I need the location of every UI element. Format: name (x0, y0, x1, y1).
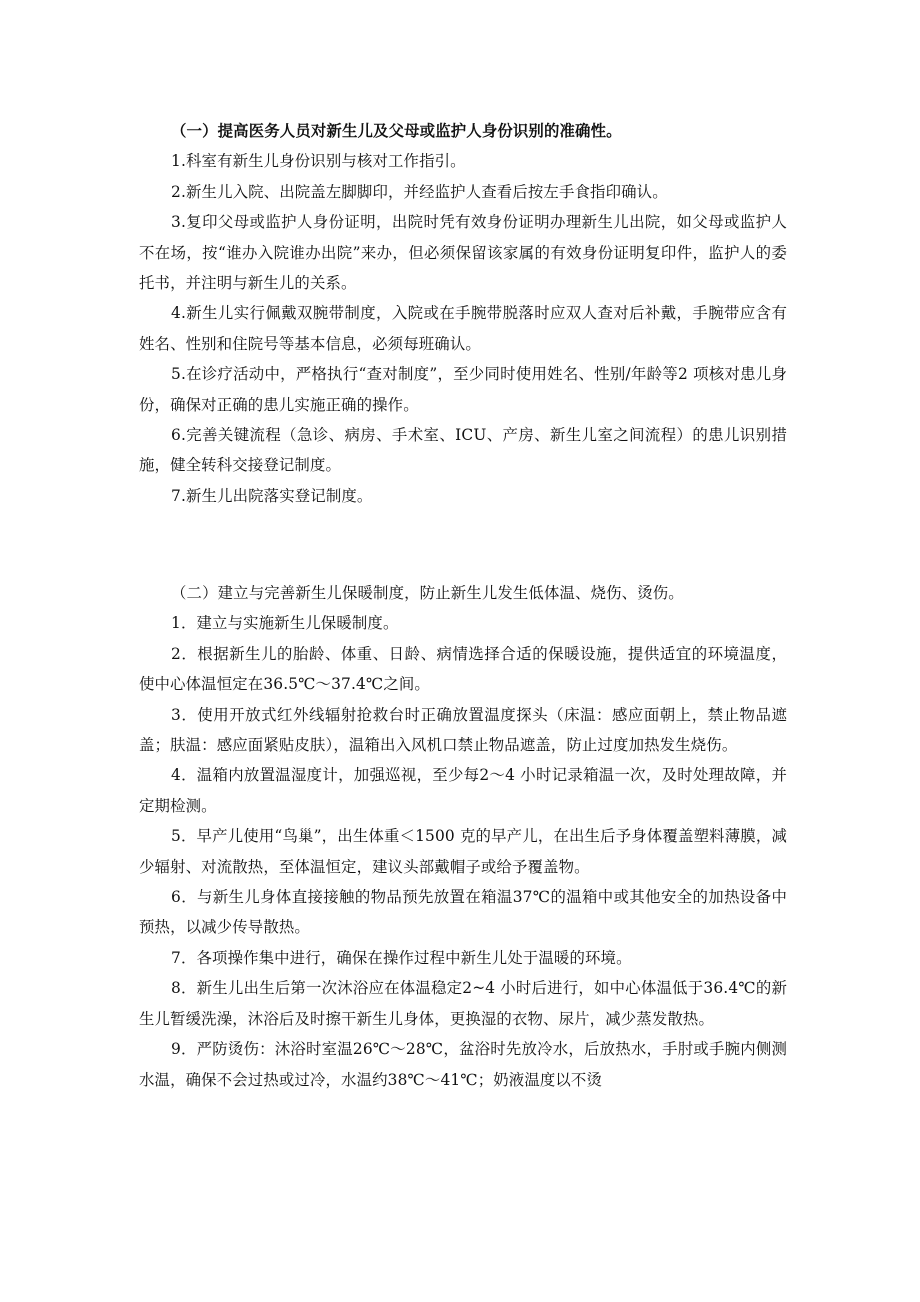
list-item: 7．各项操作集中进行，确保在操作过程中新生儿处于温暖的环境。 (171, 948, 632, 967)
list-item: 4.新生儿实行佩戴双腕带制度，入院或在手腕带脱落时应双人查对后补戴，手腕带应含有姓名、性别和住院号等基本信息，必须每班确认。 (139, 304, 787, 353)
list-item: 8．新生儿出生后第一次沐浴应在体温稳定2~4 小时后进行，如中心体温低于36.4℃的新生儿暂缓洗澡，沐浴后及时擦干新生儿身体，更换湿的衣物、尿片，减少蒸发散热。 (139, 979, 787, 1028)
list-item: 3.复印父母或监护人身份证明，出院时凭有效身份证明办理新生儿出院，如父母或监护人不在场，按“谁办入院谁办出院”来办，但必须保留该家属的有效身份证明复印件，监护人的委托书，并注明与新生儿的关系。 (139, 213, 787, 293)
list-item: 6．与新生儿身体直接接触的物品预先放置在箱温37℃的温箱中或其他安全的加热设备中预热，以减少传导散热。 (139, 888, 787, 937)
list-item: 5．早产儿使用“鸟巢”，出生体重＜1500 克的早产儿，在出生后予身体覆盖塑料薄膜，减少辐射、对流散热，至体温恒定，建议头部戴帽子或给予覆盖物。 (139, 827, 787, 876)
section-heading: （一）提高医务人员对新生儿及父母或监护人身份识别的准确性。 (171, 122, 622, 140)
list-item: 7.新生儿出院落实登记制度。 (171, 486, 373, 505)
list-item: 3．使用开放式红外线辐射抢救台时正确放置温度探头（床温：感应面朝上，禁止物品遮盖；肤温：感应面紧贴皮肤），温箱出入风机口禁止物品遮盖，防止过度加热发生烧伤。 (139, 705, 787, 755)
list-item: 9．严防烫伤：沐浴时室温26℃～28℃，盆浴时先放冷水，后放热水，手肘或手腕内侧测水温，确保不会过热或过冷，水温约38℃～41℃；奶液温度以不烫 (139, 1040, 787, 1089)
list-item: 2.新生儿入院、出院盖左脚脚印，并经监护人查看后按左手食指印确认。 (171, 182, 668, 201)
list-item: 6.完善关键流程（急诊、病房、手术室、ICU、产房、新生儿室之间流程）的患儿识别措施，健全转科交接登记制度。 (139, 426, 787, 475)
section-heading: （二）建立与完善新生儿保暖制度，防止新生儿发生低体温、烧伤、烫伤。 (171, 584, 684, 602)
list-item: 2．根据新生儿的胎龄、体重、日龄、病情选择合适的保暖设施，提供适宜的环境温度，使中心体温恒定在36.5℃～37.4℃之间。 (139, 644, 787, 694)
section-identity-verification (139, 116, 787, 511)
list-item: 4．温箱内放置温湿度计，加强巡视，至少每2～4 小时记录箱温一次，及时处理故障，并定期检测。 (139, 766, 787, 815)
list-item: 5.在诊疗活动中，严格执行“查对制度”，至少同时使用姓名、性别/年龄等2 项核对患儿身份，确保对正确的患儿实施正确的操作。 (139, 365, 787, 414)
section-thermal-care (139, 578, 787, 1095)
list-item: 1.科室有新生儿身份识别与核对工作指引。 (171, 152, 466, 171)
list-item: 1．建立与实施新生儿保暖制度。 (171, 614, 399, 633)
